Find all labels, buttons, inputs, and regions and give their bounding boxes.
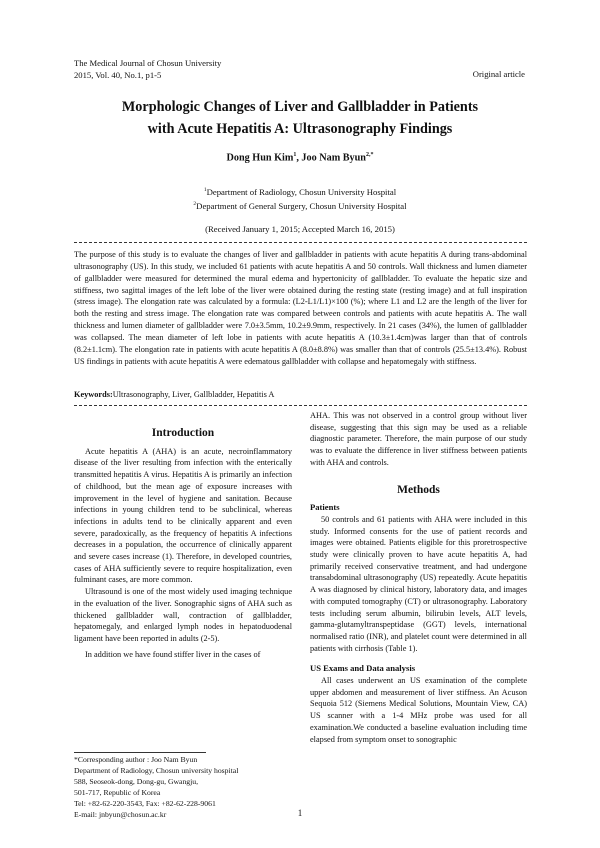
us-exams-heading: US Exams and Data analysis — [310, 663, 416, 674]
authors — [0, 152, 600, 163]
article-type: Original article — [472, 69, 525, 79]
affiliation-1 — [0, 184, 600, 198]
introduction-heading: Introduction — [151, 427, 215, 439]
title-line-2: with Acute Hepatitis A: Ultrasonography Findings — [147, 121, 453, 137]
keywords — [74, 390, 527, 399]
author-1-sup: 1 — [293, 152, 297, 158]
footnote-address-2: 501-717, Republic of Korea — [74, 787, 161, 797]
keywords-label: Keywords: — [74, 390, 113, 399]
page-number: 1 — [297, 808, 303, 818]
paper-title — [40, 96, 560, 140]
footnote-corresponding: *Corresponding author : Joo Nam Byun — [74, 755, 198, 764]
intro-paragraph-2: Ultrasound is one of the most widely used imaging technique in the evaluation of the liver. Sonographic signs of AHA such as thickened gallbladder wall, contraction of gallbladder, hepatomegaly, and enlarged lymph nodes in hepatoduodenal ligament have been reported in adults (2-5). — [74, 587, 292, 643]
title-line-1: Morphologic Changes of Liver and Gallbladder in Patients — [121, 99, 479, 115]
footnote-email: E-mail: jnbyun@chosun.ac.kr — [74, 809, 167, 819]
abstract: The purpose of this study is to evaluate the changes of liver and gallbladder in patients with acute hepatitis A during trans-abdominal ultrasonography (US). In this study, we included 61 patients with acute hepatitis A and 50 controls. Wall thickness and lumen diameter of gallbladder were measured for determined the mural edema and hypertonicity of gallbladder. To evaluate the hepatic size and stiffness, two sagittal images of the left lobe of the liver were obtained during the resting state (resting image) and at full inspiration (stress image). The elongation rate was calculated by a formula: (L2-L1/L1)×100 (%); where L1 and L2 are the length of the liver for both the resting and stress image. The elongation rate was compared between controls and patients with acute hepatitis A. The wall thickness and lumen diameter of gallbladder were 7.0±3.5mm, 10.2±9.9mm, respectively. In 21 cases (34%), the lumen of gallbladder was collapsed. The mean diameter of left lobe in patients with acute hepatitis A (10.3±1.4cm)was larger than that of controls (8.2±1.1cm). The elongation rate in patients with acute hepatitis A (8.0±8.8%) was smaller than that of controls (25.5±13.4%). Robust US findings in patients with acute hepatitis A were edematous gallbladder with collapse and hepatomegaly with stiffness. — [74, 250, 527, 366]
us-exams-paragraph: All cases underwent an US examination of the complete upper abdomen and measurement of liver stiffness. An Acuson Sequoia 512 (Siemens Medical Solutions, Mountain View, CA) US scanner with a 1-4 MHz probe was used for all examination.We conducted a baseline evaluation including time elapsed from symptom onset to sonographic — [310, 676, 527, 744]
methods-heading: Methods — [397, 483, 440, 496]
intro-paragraph-3: In addition we have found stiffer liver in the cases of — [85, 649, 261, 659]
affiliations — [0, 184, 600, 212]
affiliation-2-sup: 2 — [193, 200, 197, 207]
intro-continuation: AHA. This was not observed in a control group without liver disease, suggesting that this sign may be used as a reliable diagnostic parameter. Therefore, the main purpose of our study was to evaluate the difference in liver stiffness between patients with AHA and controls. — [310, 411, 527, 467]
author-1: Dong Hun Kim — [226, 152, 294, 164]
affiliation-2 — [0, 198, 600, 212]
footnote-rule — [74, 752, 206, 753]
keywords-text: Ultrasonography, Liver, Gallbladder, Hepatitis A — [112, 390, 275, 399]
affiliation-2-text: Department of General Surgery, Chosun University Hospital — [196, 200, 407, 211]
affiliation-1-sup: 1 — [203, 187, 207, 193]
footnote-address-1: 588, Seoseok-dong, Dong-gu, Gwangju, — [74, 776, 199, 786]
footnote-phone: Tel: +82-62-220-3543, Fax: +82-62-228-9061 — [74, 798, 216, 808]
divider-top — [74, 242, 527, 243]
received-dates: (Received January 1, 2015; Accepted March 16, 2015) — [205, 224, 395, 234]
affiliation-1-text: Department of Radiology, Chosun University Hospital — [206, 186, 397, 197]
journal-name: The Medical Journal of Chosun University — [74, 58, 222, 68]
author-2: Joo Nam Byun — [301, 152, 366, 164]
right-column — [310, 410, 527, 745]
author-2-sup: 2,* — [365, 152, 374, 158]
journal-volume: 2015, Vol. 40, No.1, p1-5 — [74, 70, 162, 80]
footnote-department: Department of Radiology, Chosun university hospital — [74, 765, 239, 775]
divider-bottom — [74, 405, 527, 406]
author-sep: , — [296, 152, 302, 164]
journal-header — [74, 57, 221, 81]
patients-paragraph: 50 controls and 61 patients with AHA were included in this study. Informed consents for the use of patient records and images were obtained. Patients eligible for this proretrospective study were clinically proven to have acute hepatitis A, had primarily received conservative treatment, and had undergone transabdominal ultrasonography (US) repeatedly. Acute hepatitis A was diagnosed by clinical history, laboratory data, and images with computed tomography (CT) or ultrasonography. Laboratory tests including serum albumin, bilirubin levels, ALT levels, gamma-glutamyltranspeptidase (GGT) levels, international normalised ratio (INR), and platelet count were determined in all patients with cirrhosis (Table 1). — [310, 514, 527, 653]
left-column — [74, 428, 292, 660]
intro-paragraph-1: Acute hepatitis A (AHA) is an acute, necroinflammatory disease of the liver resulting from infection with the enterically transmitted hepatitis A virus. Hepatitis A is primarily an infection of childhood, but the mean age of exposure increases with improvement in the level of hygiene and sanitation. Because infections in young children tend to be subclinical, whereas infections in adults tend to be clinically apparent and even severe, paradoxically, as the frequency of hepatitis A infections decreases in a population, the occurrence of clinically apparent and severe cases increase (1). Therefore, in developed countries, cases of AHA sufficiently severe to require hospitalization, even fulminant cases, are more common. — [74, 446, 292, 585]
patients-heading: Patients — [310, 502, 340, 513]
